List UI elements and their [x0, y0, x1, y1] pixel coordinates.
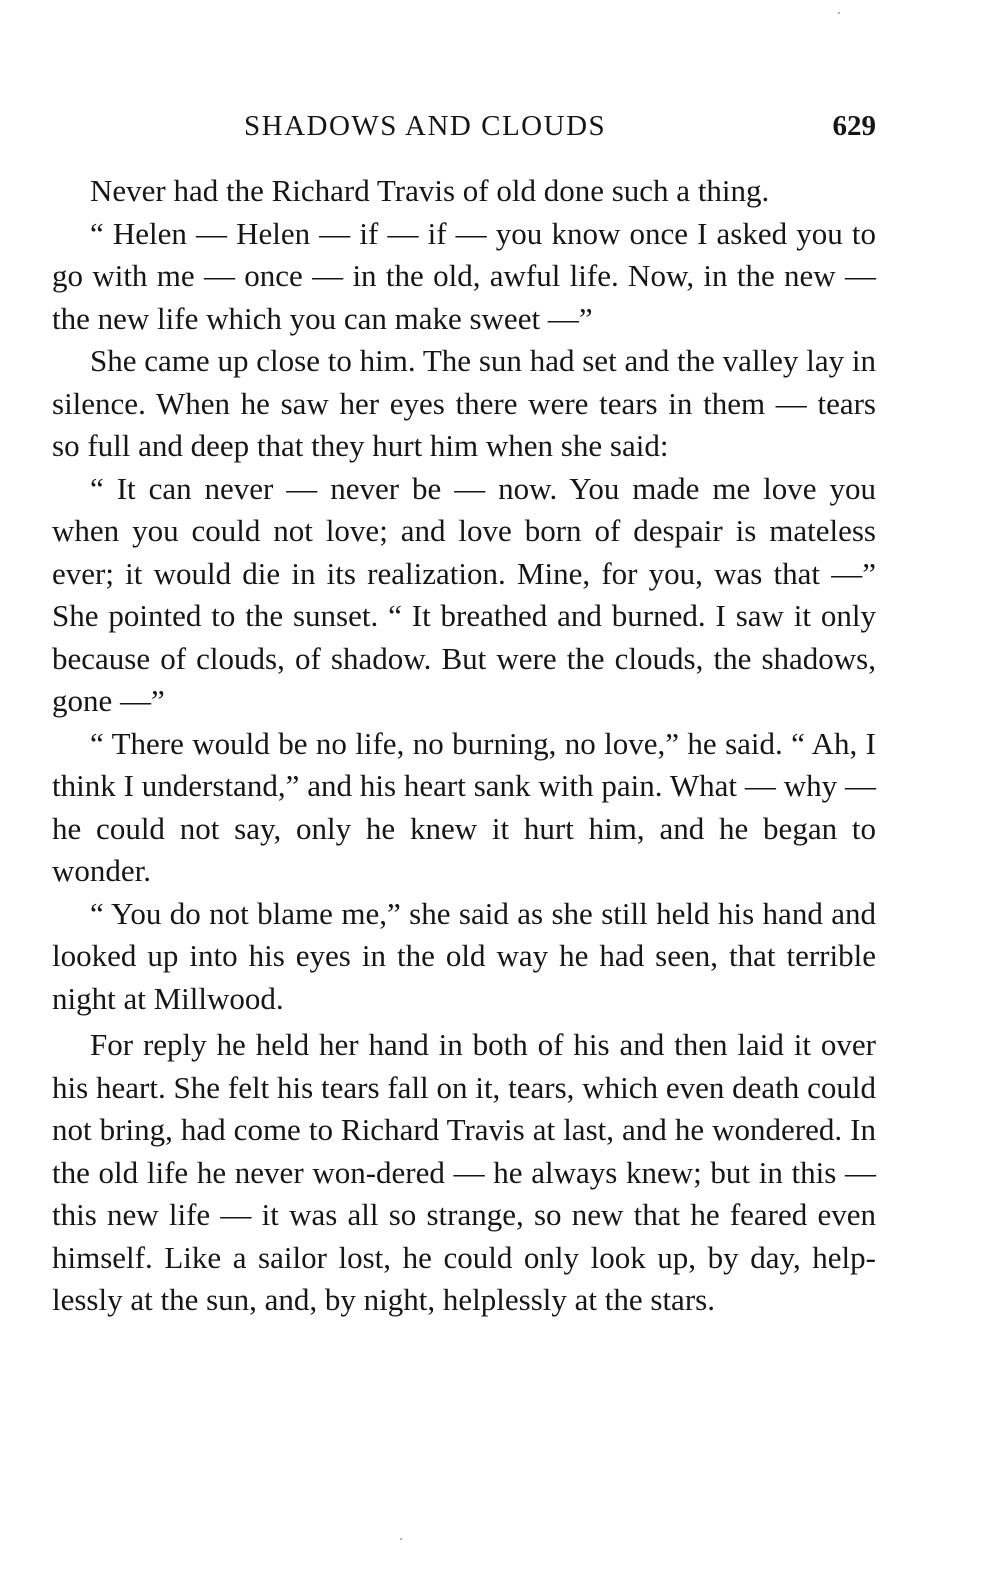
scan-speck	[400, 1538, 402, 1540]
running-title: SHADOWS AND CLOUDS	[244, 110, 607, 142]
paragraph: “ You do not blame me,” she said as she still held his hand and looked up into his eyes in the old way he had seen, that terrible night at Millwood.	[52, 895, 876, 1016]
paragraph: For reply he held her hand in both of his and then laid it over his heart. She felt his tears fall on it, tears, which even death could not bring, had come to Richard Travis at last, and he wondered. In the old life he never won-dered — he always knew; but in this — this new life — it was all so strange, so new that he feared even himself. Like a sailor lost, he could only look up, by day, help-lessly at the sun, and, by night, helplessly at the stars.	[52, 1027, 876, 1317]
paragraph: “ There would be no life, no burning, no love,” he said. “ Ah, I think I understand,” and his heart sank with pain. What — why — he could not say, only he knew it hurt him, and he began to wonder.	[52, 725, 876, 888]
page-number: 629	[832, 110, 876, 142]
book-page	[52, 108, 876, 1322]
paragraph: Never had the Richard Travis of old done such a thing.	[90, 173, 770, 208]
scan-speck	[838, 12, 840, 14]
running-head	[52, 108, 876, 152]
paragraph: “ Helen — Helen — if — if — you know once I asked you to go with me — once — in the old, awful life. Now, in the new — the new life which you can make sweet —”	[52, 215, 876, 336]
body-text	[52, 170, 876, 1322]
paragraph: She came up close to him. The sun had set and the valley lay in silence. When he saw her eyes there were tears in them — tears so full and deep that they hurt him when she said:	[52, 343, 876, 463]
paragraph: “ It can never — never be — now. You made me love you when you could not love; and love born of despair is mateless ever; it would die in its realization. Mine, for you, was that —” She pointed to the sunset. “ It breathed and burned. I saw it only because of clouds, of shadow. But were the clouds, the shadows, gone —”	[52, 470, 876, 718]
